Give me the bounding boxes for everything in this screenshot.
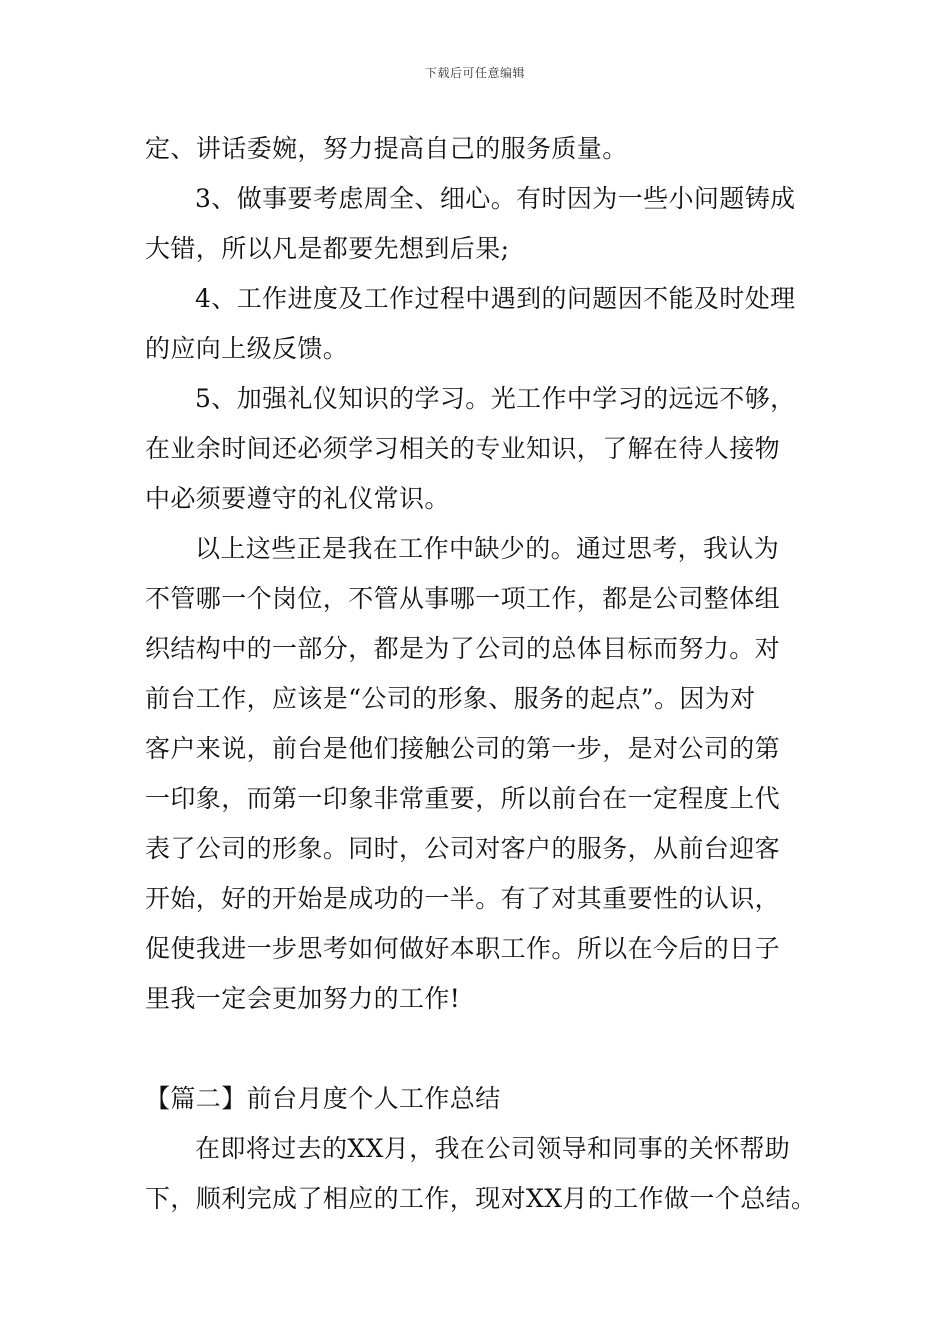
paragraph-line: 定、讲话委婉，努力提高自己的服务质量。 (145, 134, 628, 163)
paragraph-line: 开始，好的开始是成功的一半。有了对其重要性的认识， (145, 884, 781, 913)
section-spacer (145, 1024, 810, 1074)
paragraph-line: 在业余时间还必须学习相关的专业知识，了解在待人接物 (145, 434, 781, 463)
paragraph-line: 促使我进一步思考如何做好本职工作。所以在今后的日子 (145, 934, 781, 963)
paragraph-line-section-two: 在即将过去的XX月，我在公司领导和同事的关怀帮助 (195, 1134, 791, 1163)
paragraph-line-conclusion: 以上这些正是我在工作中缺少的。通过思考，我认为 (195, 534, 780, 563)
paragraph-line: 表了公司的形象。同时，公司对客户的服务，从前台迎客 (145, 834, 781, 863)
paragraph-line: 里我一定会更加努力的工作! (145, 984, 461, 1013)
paragraph-line: 前台工作，应该是“公司的形象、服务的起点”。因为对 (145, 684, 756, 713)
paragraph-line: 大错，所以凡是都要先想到后果; (145, 234, 510, 263)
paragraph-line: 织结构中的一部分，都是为了公司的总体目标而努力。对 (145, 634, 781, 663)
paragraph-line: 的应向上级反馈。 (145, 334, 349, 363)
paragraph-line: 不管哪一个岗位，不管从事哪一项工作，都是公司整体组 (145, 584, 781, 613)
paragraph-line-item-3: 3、做事要考虑周全、细心。有时因为一些小问题铸成 (195, 184, 796, 213)
page-header-watermark: 下载后可任意编辑 (424, 66, 525, 80)
paragraph-line: 客户来说，前台是他们接触公司的第一步，是对公司的第 (145, 734, 781, 763)
paragraph-line-item-4: 4、工作进度及工作过程中遇到的问题因不能及时处理 (195, 284, 796, 313)
section-heading: 【篇二】前台月度个人工作总结 (145, 1084, 501, 1113)
document-body (145, 124, 817, 1224)
paragraph-line: 一印象，而第一印象非常重要，所以前台在一定程度上代 (145, 784, 781, 813)
paragraph-line: 中必须要遵守的礼仪常识。 (145, 484, 450, 513)
paragraph-line: 下，顺利完成了相应的工作，现对XX月的工作做一个总结。 (145, 1184, 817, 1213)
paragraph-line-item-5: 5、加强礼仪知识的学习。光工作中学习的远远不够， (195, 384, 796, 413)
